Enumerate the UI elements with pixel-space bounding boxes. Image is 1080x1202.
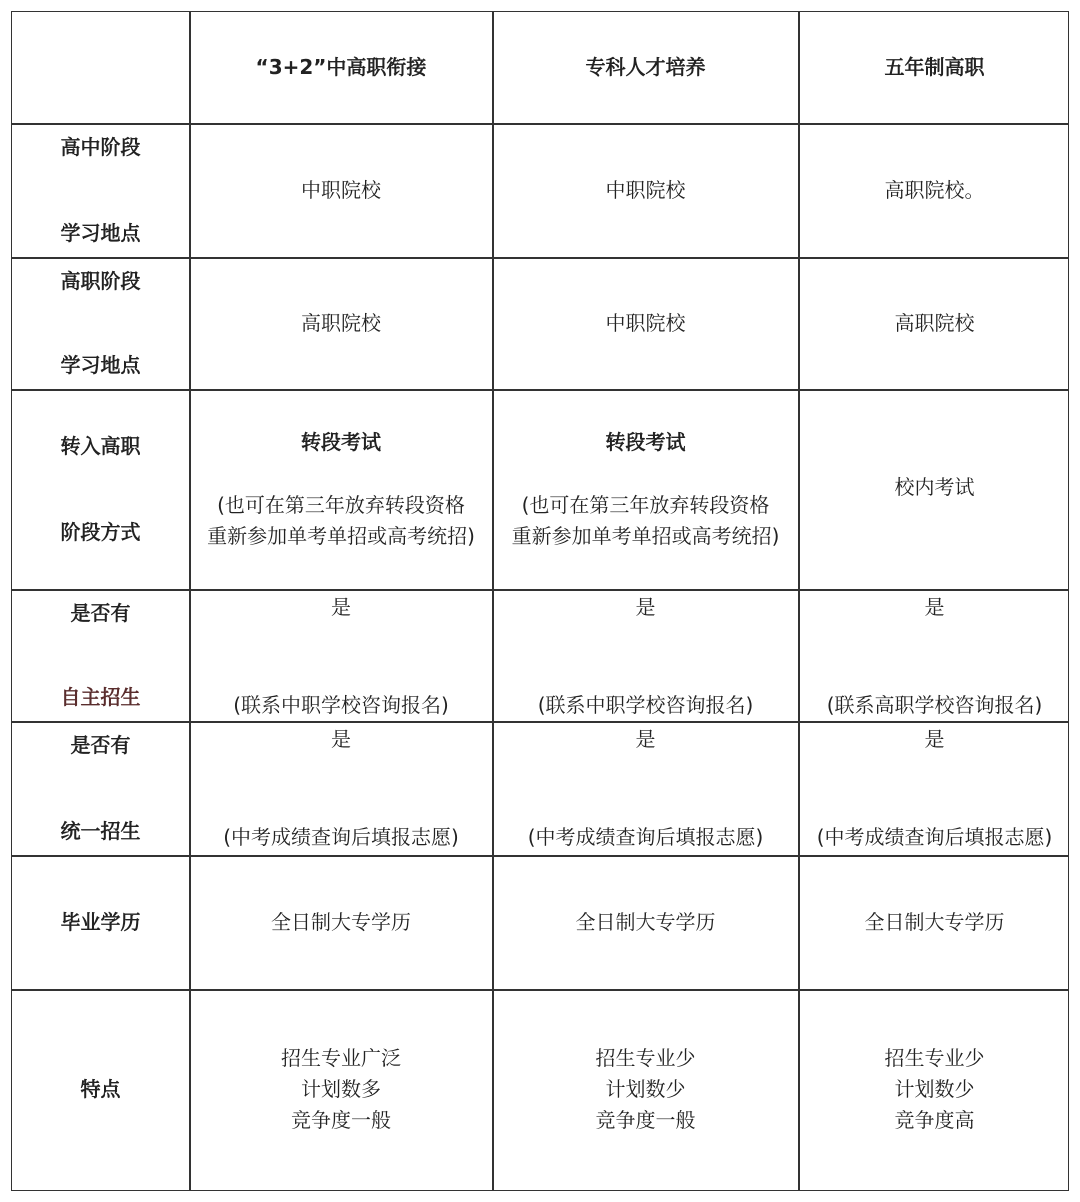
cell-answer: 是	[635, 727, 656, 751]
table-cell	[799, 590, 1070, 721]
header-cell	[799, 12, 1070, 123]
header-cell	[493, 12, 798, 123]
table-cell	[799, 722, 1070, 855]
cell-line: 招生专业广泛	[281, 1046, 401, 1070]
cell-text: 全日制大专学历	[575, 910, 716, 934]
cell-answer: 是	[635, 595, 656, 619]
table-cell	[493, 124, 798, 257]
cell-title: 转段考试	[605, 430, 686, 454]
table-cell	[799, 990, 1070, 1189]
cell-text: 高职院校	[894, 311, 975, 335]
cell-text: 中职院校	[605, 311, 686, 335]
cell-note: (联系中职学校咨询报名)	[233, 693, 449, 717]
row-header-line: 学习地点	[60, 221, 141, 245]
row-header-line: 特点	[80, 1077, 121, 1101]
table-cell	[493, 258, 798, 389]
cell-text: 高职院校。	[884, 178, 985, 202]
row-header-line: 毕业学历	[60, 910, 141, 934]
row-header-line: 阶段方式	[60, 520, 141, 544]
row-header-line: 是否有	[70, 601, 131, 625]
row-header-line: 统一招生	[60, 819, 141, 843]
cell-answer: 是	[924, 595, 945, 619]
cell-text: 高职院校	[301, 311, 381, 335]
table-cell	[190, 390, 492, 589]
table-cell	[190, 258, 492, 389]
cell-text: 校内考试	[894, 475, 975, 499]
table-cell	[799, 258, 1070, 389]
cell-line: 招生专业少	[884, 1046, 985, 1070]
table-cell	[493, 722, 798, 855]
cell-note-line: 重新参加单考单招或高考统招)	[207, 524, 475, 548]
cell-note-line: 重新参加单考单招或高考统招)	[511, 524, 780, 548]
table-cell	[190, 590, 492, 721]
cell-answer: 是	[331, 727, 351, 751]
row-header-line: 是否有	[70, 733, 131, 757]
row-header-line: 高中阶段	[60, 135, 141, 159]
cell-line: 计划数多	[301, 1077, 381, 1101]
table-cell	[493, 390, 798, 589]
cell-title: 转段考试	[301, 430, 381, 454]
column-header: “3+2”中高职衔接	[255, 55, 427, 79]
cell-note-line: (也可在第三年放弃转段资格	[521, 493, 770, 517]
table-cell	[190, 990, 492, 1189]
table-cell	[799, 390, 1070, 589]
table-cell	[493, 856, 798, 989]
row-header	[12, 590, 189, 721]
table-cell	[190, 856, 492, 989]
row-header-line: 自主招生	[60, 685, 141, 709]
row-header	[12, 722, 189, 855]
cell-note-line: (也可在第三年放弃转段资格	[217, 493, 465, 517]
row-header-line: 学习地点	[60, 353, 141, 377]
cell-note: (中考成绩查询后填报志愿)	[816, 825, 1053, 849]
cell-text: 中职院校	[605, 178, 686, 202]
table-cell	[493, 990, 798, 1189]
table-cell	[799, 124, 1070, 257]
cell-text: 中职院校	[301, 178, 381, 202]
table-cell	[799, 856, 1070, 989]
row-header-line: 转入高职	[60, 434, 141, 458]
cell-note: (联系高职学校咨询报名)	[826, 693, 1043, 717]
row-header	[12, 990, 189, 1189]
cell-answer: 是	[924, 727, 945, 751]
cell-note: (中考成绩查询后填报志愿)	[223, 825, 459, 849]
column-header: 专科人才培养	[585, 55, 706, 79]
cell-line: 竞争度一般	[291, 1108, 391, 1132]
cell-line: 竞争度一般	[595, 1108, 696, 1132]
cell-text: 全日制大专学历	[864, 910, 1005, 934]
row-header	[12, 856, 189, 989]
cell-line: 竞争度高	[894, 1108, 975, 1132]
header-corner-cell	[12, 12, 189, 123]
cell-note: (中考成绩查询后填报志愿)	[527, 825, 764, 849]
table-cell	[190, 124, 492, 257]
table-cell	[493, 590, 798, 721]
cell-line: 计划数少	[605, 1077, 686, 1101]
row-header	[12, 124, 189, 257]
cell-note: (联系中职学校咨询报名)	[537, 693, 754, 717]
cell-answer: 是	[331, 595, 351, 619]
cell-text: 全日制大专学历	[271, 910, 411, 934]
column-header: 五年制高职	[884, 55, 985, 79]
row-header	[12, 258, 189, 389]
header-cell	[190, 12, 492, 123]
table-cell	[190, 722, 492, 855]
row-header	[12, 390, 189, 589]
row-header-line: 高职阶段	[60, 269, 141, 293]
cell-line: 计划数少	[894, 1077, 975, 1101]
comparison-table	[11, 11, 1069, 1191]
cell-line: 招生专业少	[595, 1046, 696, 1070]
